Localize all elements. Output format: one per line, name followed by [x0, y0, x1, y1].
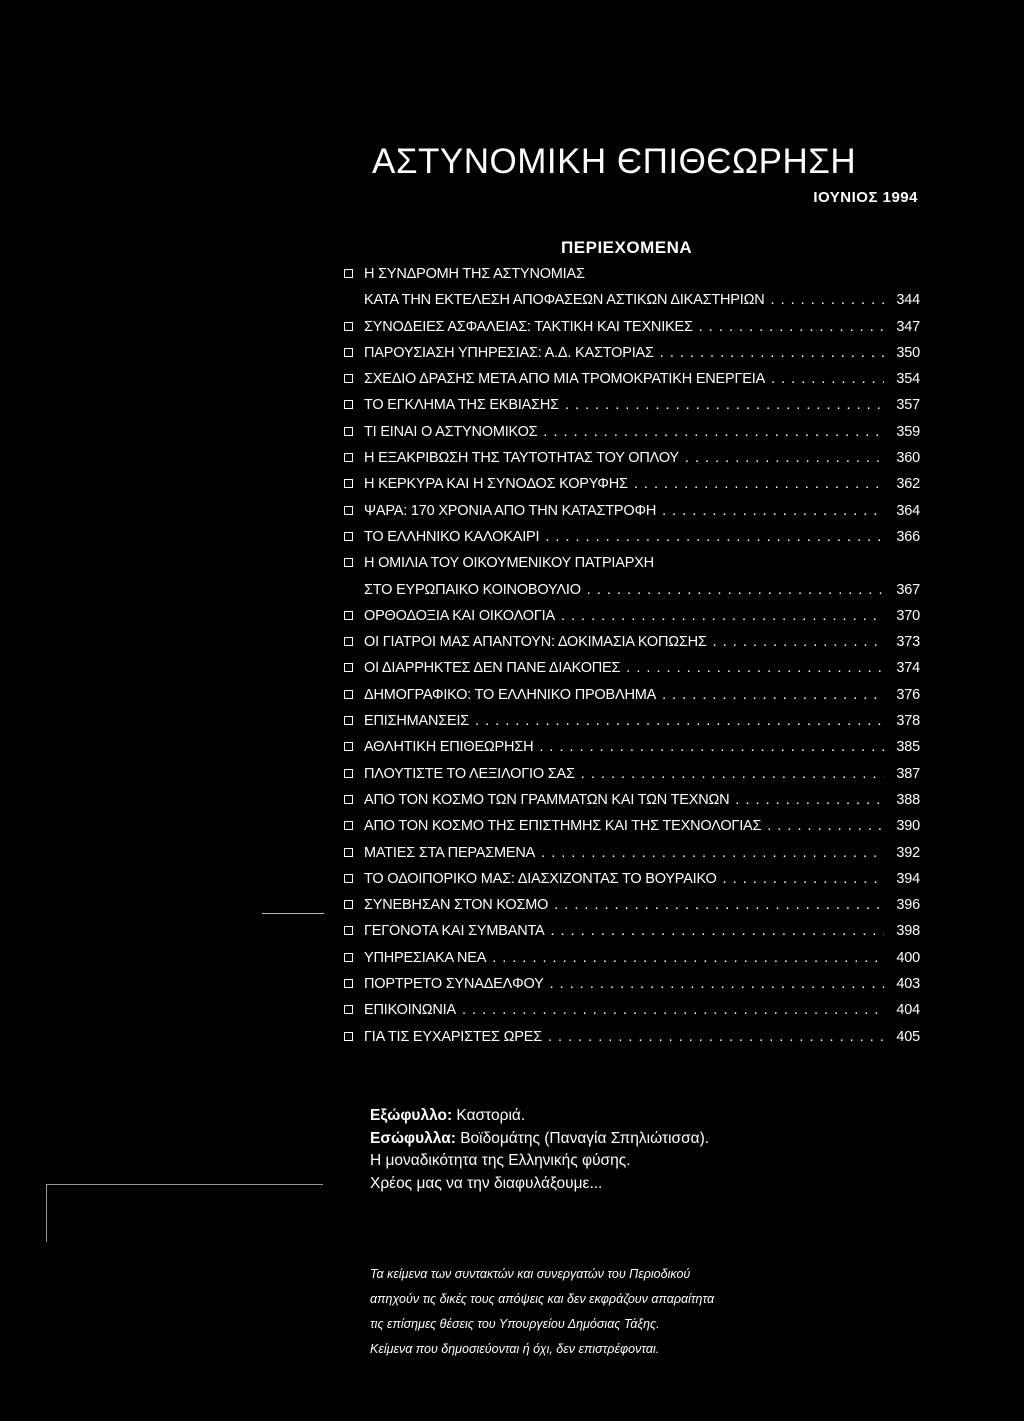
toc-entry: [344, 582, 920, 608]
toc-entry: [344, 319, 920, 345]
toc-entry-title: ΑΠΟ ΤΟΝ ΚΟΣΜΟ ΤΩΝ ΓΡΑΜΜΑΤΩΝ ΚΑΙ ΤΩΝ ΤΕΧΝΩΝ: [364, 791, 730, 808]
dot-leader: [554, 897, 884, 913]
editorial-disclaimer: [370, 1262, 714, 1362]
toc-entry-title: Η ΣΥΝΔΡΟΜΗ ΤΗΣ ΑΣΤΥΝΟΜΙΑΣ: [364, 266, 585, 282]
toc-entry: [344, 923, 920, 949]
checkbox-bullet-icon: [344, 319, 356, 335]
toc-entry-title: ΨΑΡΑ: 170 ΧΡΟΝΙΑ ΑΠΟ ΤΗΝ ΚΑΤΑΣΤΡΟΦΗ: [364, 502, 657, 519]
checkbox-bullet-icon: [344, 555, 356, 571]
checkbox-bullet-icon: [344, 739, 356, 755]
toc-entry: [344, 792, 920, 818]
dot-leader: [767, 818, 884, 834]
dot-leader: [587, 582, 884, 598]
toc-entry: [344, 476, 920, 502]
toc-entry-title: ΤΟ ΕΓΚΛΗΜΑ ΤΗΣ ΕΚΒΙΑΣΗΣ: [364, 397, 559, 414]
toc-entry: [344, 818, 920, 844]
toc-entry-title: ΟΙ ΔΙΑΡΡΗΚΤΕΣ ΔΕΝ ΠΑΝΕ ΔΙΑΚΟΠΕΣ: [364, 660, 621, 677]
toc-entry-title: ΟΙ ΓΙΑΤΡΟΙ ΜΑΣ ΑΠΑΝΤΟΥΝ: ΔΟΚΙΜΑΣΙΑ ΚΟΠΩΣΗΣ: [364, 634, 707, 651]
toc-entry-title: ΑΘΛΗΤΙΚΗ ΕΠΙΘΕΩΡΗΣΗ: [364, 739, 534, 756]
toc-entry: [344, 976, 920, 1002]
toc-entry-page: 374: [896, 660, 920, 677]
checkbox-bullet-icon: [344, 713, 356, 729]
toc-entry: [344, 450, 920, 476]
dot-leader: [771, 292, 884, 308]
dot-leader: [723, 871, 884, 887]
toc-entry-page: 373: [896, 634, 920, 651]
toc-entry-page: 405: [896, 1028, 920, 1045]
toc-entry-page: 387: [896, 765, 920, 782]
toc-entry: [344, 555, 920, 581]
checkbox-bullet-icon: [344, 397, 356, 413]
toc-entry: [344, 897, 920, 923]
toc-entry-title: ΓΕΓΟΝΟΤΑ ΚΑΙ ΣΥΜΒΑΝΤΑ: [364, 923, 545, 940]
disclaimer-line: τις επίσημες θέσεις του Υπουργείου Δημόσιας Τάξης.: [370, 1317, 660, 1331]
toc-entry-title: ΠΟΡΤΡΕΤΟ ΣΥΝΑΔΕΛΦΟΥ: [364, 976, 544, 993]
checkbox-bullet-icon: [344, 1029, 356, 1045]
dot-leader: [551, 923, 884, 939]
dot-leader: [548, 1029, 884, 1045]
toc-entry: [344, 371, 920, 397]
checkbox-bullet-icon: [344, 660, 356, 676]
dot-leader: [492, 950, 884, 966]
toc-entry-title: ΥΠΗΡΕΣΙΑΚΑ ΝΕΑ: [364, 949, 487, 966]
toc-entry-page: 376: [896, 686, 920, 703]
front-cover-text: Καστοριά.: [452, 1107, 526, 1124]
checkbox-bullet-icon: [344, 266, 356, 282]
toc-entry: [344, 529, 920, 555]
toc-entry-page: 347: [896, 318, 920, 335]
toc-entry: [344, 950, 920, 976]
checkbox-bullet-icon: [344, 529, 356, 545]
toc-entry: [344, 739, 920, 765]
toc-entry-title: Η ΕΞΑΚΡΙΒΩΣΗ ΤΗΣ ΤΑΥΤΟΤΗΤΑΣ ΤΟΥ ΟΠΛΟΥ: [364, 450, 679, 467]
toc-entry-page: 360: [896, 450, 920, 467]
toc-entry-page: 364: [896, 502, 920, 519]
dot-leader: [462, 1002, 884, 1018]
toc-entry-page: 344: [896, 292, 920, 309]
toc-entry-title: Η ΟΜΙΛΙΑ ΤΟΥ ΟΙΚΟΥΜΕΝΙΚΟΥ ΠΑΤΡΙΑΡΧΗ: [364, 555, 654, 572]
toc-entry: [344, 1029, 920, 1055]
toc-entry-title: ΓΙΑ ΤΙΣ ΕΥΧΑΡΙΣΤΕΣ ΩΡΕΣ: [364, 1028, 542, 1045]
toc-entry-page: 394: [896, 870, 920, 887]
toc-entry-page: 354: [896, 371, 920, 388]
checkbox-bullet-icon: [344, 608, 356, 624]
checkbox-bullet-icon: [344, 792, 356, 808]
checkbox-bullet-icon: [344, 476, 356, 492]
toc-entry: [344, 1002, 920, 1028]
cover-note-line: Χρέος μας να την διαφυλάξουμε...: [370, 1174, 603, 1192]
divider-line: [262, 913, 324, 914]
toc-entry-title: ΣΧΕΔΙΟ ΔΡΑΣΗΣ ΜΕΤΑ ΑΠΟ ΜΙΑ ΤΡΟΜΟΚΡΑΤΙΚΗ ΕΝΕΡΓΕΙΑ: [364, 371, 766, 388]
checkbox-bullet-icon: [344, 424, 356, 440]
dot-leader: [735, 792, 884, 808]
checkbox-bullet-icon: [344, 634, 356, 650]
front-cover-note: [370, 1105, 709, 1128]
toc-entry-title: Η ΚΕΡΚΥΡΑ ΚΑΙ Η ΣΥΝΟΔΟΣ ΚΟΡΥΦΗΣ: [364, 476, 628, 493]
disclaimer-line: Κείμενα που δημοσιεύονται ή όχι, δεν επιστρέφονται.: [370, 1342, 660, 1356]
checkbox-bullet-icon: [344, 345, 356, 361]
toc-entry-title: ΤΟ ΕΛΛΗΝΙΚΟ ΚΑΛΟΚΑΙΡΙ: [364, 528, 540, 545]
dot-leader: [626, 660, 884, 676]
issue-date: ΙΟΥΝΙΟΣ 1994: [813, 189, 918, 206]
divider-line: [46, 1184, 323, 1185]
toc-entry-page: 385: [896, 739, 920, 756]
toc-entry-page: 370: [896, 607, 920, 624]
toc-entry-title: ΜΑΤΙΕΣ ΣΤΑ ΠΕΡΑΣΜΕΝΑ: [364, 844, 536, 861]
magazine-title: ΑΣΤΥΝΟΜΙΚΗ ЄΠΙΘЄΩΡΗΣΗ: [372, 142, 857, 181]
toc-entry-page: 350: [896, 344, 920, 361]
toc-entry-title: ΤΟ ΟΔΟΙΠΟΡΙΚΟ ΜΑΣ: ΔΙΑΣΧΙΖΟΝΤΑΣ ΤΟ ΒΟΥΡΑΙΚΟ: [364, 870, 717, 887]
toc-entry-title: ΤΙ ΕΙΝΑΙ Ο ΑΣΤΥΝΟΜΙΚΟΣ: [364, 423, 538, 440]
checkbox-bullet-icon: [344, 766, 356, 782]
dot-leader: [561, 608, 884, 624]
toc-entry-title: ΣΥΝΕΒΗΣΑΝ ΣΤΟΝ ΚΟΣΜΟ: [364, 897, 549, 914]
toc-entry: [344, 292, 920, 318]
dot-leader: [539, 739, 884, 755]
dot-leader: [634, 476, 884, 492]
toc-entry-page: 362: [896, 476, 920, 493]
disclaimer-line: απηχούν τις δικές τους απόψεις και δεν εκφράζουν απαραίτητα: [370, 1292, 715, 1306]
inner-cover-text: Βοϊδομάτης (Παναγία Σπηλιώτισσα).: [455, 1129, 710, 1147]
dot-leader: [771, 371, 884, 387]
toc-entry: [344, 660, 920, 686]
dot-leader: [475, 713, 884, 729]
toc-entry-title: ΠΑΡΟΥΣΙΑΣΗ ΥΠΗΡΕΣΙΑΣ: Α.Δ. ΚΑΣΤΟΡΙΑΣ: [364, 344, 654, 361]
cover-note-line: Η μοναδικότητα της Ελληνικής φύσης.: [370, 1152, 631, 1169]
toc-entry: [344, 266, 920, 292]
dot-leader: [565, 397, 884, 413]
checkbox-bullet-icon: [344, 503, 356, 519]
toc-entry: [344, 503, 920, 529]
toc-entry-page: 378: [896, 713, 920, 730]
toc-entry-title: ΔΗΜΟΓΡΑΦΙΚΟ: ΤΟ ΕΛΛΗΝΙΚΟ ΠΡΟΒΛΗΜΑ: [364, 686, 657, 703]
toc-entry: [344, 634, 920, 660]
inner-cover-note: [370, 1128, 709, 1151]
checkbox-bullet-icon: [344, 845, 356, 861]
checkbox-bullet-icon: [344, 1002, 356, 1018]
checkbox-bullet-icon: [344, 371, 356, 387]
dot-leader: [543, 424, 884, 440]
disclaimer-line: Τα κείμενα των συντακτών και συνεργατών του Περιοδικού: [370, 1267, 691, 1281]
toc-entry-page: 367: [896, 581, 920, 598]
toc-entry: [344, 397, 920, 423]
toc-entry: [344, 608, 920, 634]
checkbox-bullet-icon: [344, 818, 356, 834]
divider-line: [46, 1184, 47, 1242]
toc-entry-page: 390: [896, 818, 920, 835]
dot-leader: [685, 450, 884, 466]
toc-entry: [344, 766, 920, 792]
table-of-contents: [344, 266, 920, 1055]
front-cover-label: Εξώφυλλο:: [370, 1107, 453, 1124]
toc-entry-title: ΠΛΟΥΤΙΣΤΕ ΤΟ ΛΕΞΙΛΟΓΙΟ ΣΑΣ: [364, 765, 575, 782]
toc-entry-page: 396: [896, 897, 920, 914]
dot-leader: [541, 845, 884, 861]
dot-leader: [581, 766, 884, 782]
toc-entry: [344, 424, 920, 450]
cover-notes: [370, 1105, 709, 1195]
toc-entry-title: ΣΤΟ ΕΥΡΩΠΑΙΚΟ ΚΟΙΝΟΒΟΥΛΙΟ: [364, 581, 581, 598]
dot-leader: [662, 503, 884, 519]
dot-leader: [713, 634, 884, 650]
toc-entry: [344, 345, 920, 371]
dot-leader: [550, 976, 884, 992]
toc-entry: [344, 871, 920, 897]
toc-entry-page: 388: [896, 791, 920, 808]
checkbox-bullet-icon: [344, 450, 356, 466]
toc-entry-page: 392: [896, 844, 920, 861]
dot-leader: [545, 529, 884, 545]
toc-entry-title: ΑΠΟ ΤΟΝ ΚΟΣΜΟ ΤΗΣ ΕΠΙΣΤΗΜΗΣ ΚΑΙ ΤΗΣ ΤΕΧΝΟΛΟΓΙΑΣ: [364, 818, 762, 835]
dot-leader: [660, 345, 884, 361]
toc-entry-title: ΚΑΤΑ ΤΗΝ ΕΚΤΕΛΕΣΗ ΑΠΟΦΑΣΕΩΝ ΑΣΤΙΚΩΝ ΔΙΚΑΣΤΗΡΙΩΝ: [364, 292, 765, 309]
checkbox-bullet-icon: [344, 923, 356, 939]
checkbox-bullet-icon: [344, 976, 356, 992]
toc-entry-page: 403: [896, 976, 920, 993]
toc-entry: [344, 687, 920, 713]
toc-entry-page: 366: [896, 528, 920, 545]
toc-entry-page: 398: [896, 923, 920, 940]
toc-entry-title: ΕΠΙΚΟΙΝΩΝΙΑ: [364, 1002, 456, 1019]
toc-entry-page: 357: [896, 397, 920, 414]
toc-entry-title: ΕΠΙΣΗΜΑΝΣΕΙΣ: [364, 713, 470, 730]
toc-heading: ΠΕΡΙΕΧΟΜΕΝΑ: [561, 238, 693, 257]
toc-entry-title: ΣΥΝΟΔΕΙΕΣ ΑΣΦΑΛΕΙΑΣ: ΤΑΚΤΙΚΗ ΚΑΙ ΤΕΧΝΙΚΕΣ: [364, 318, 693, 335]
toc-entry-page: 400: [896, 949, 920, 966]
toc-entry: [344, 845, 920, 871]
toc-entry-page: 404: [896, 1002, 920, 1019]
dot-leader: [662, 687, 884, 703]
toc-entry-title: ΟΡΘΟΔΟΞΙΑ ΚΑΙ ΟΙΚΟΛΟΓΙΑ: [364, 607, 555, 624]
checkbox-bullet-icon: [344, 871, 356, 887]
toc-entry: [344, 713, 920, 739]
checkbox-bullet-icon: [344, 897, 356, 913]
checkbox-bullet-icon: [344, 687, 356, 703]
checkbox-bullet-icon: [344, 950, 356, 966]
toc-entry-page: 359: [896, 423, 920, 440]
dot-leader: [699, 319, 884, 335]
inner-cover-label: Εσώφυλλα:: [370, 1129, 456, 1147]
